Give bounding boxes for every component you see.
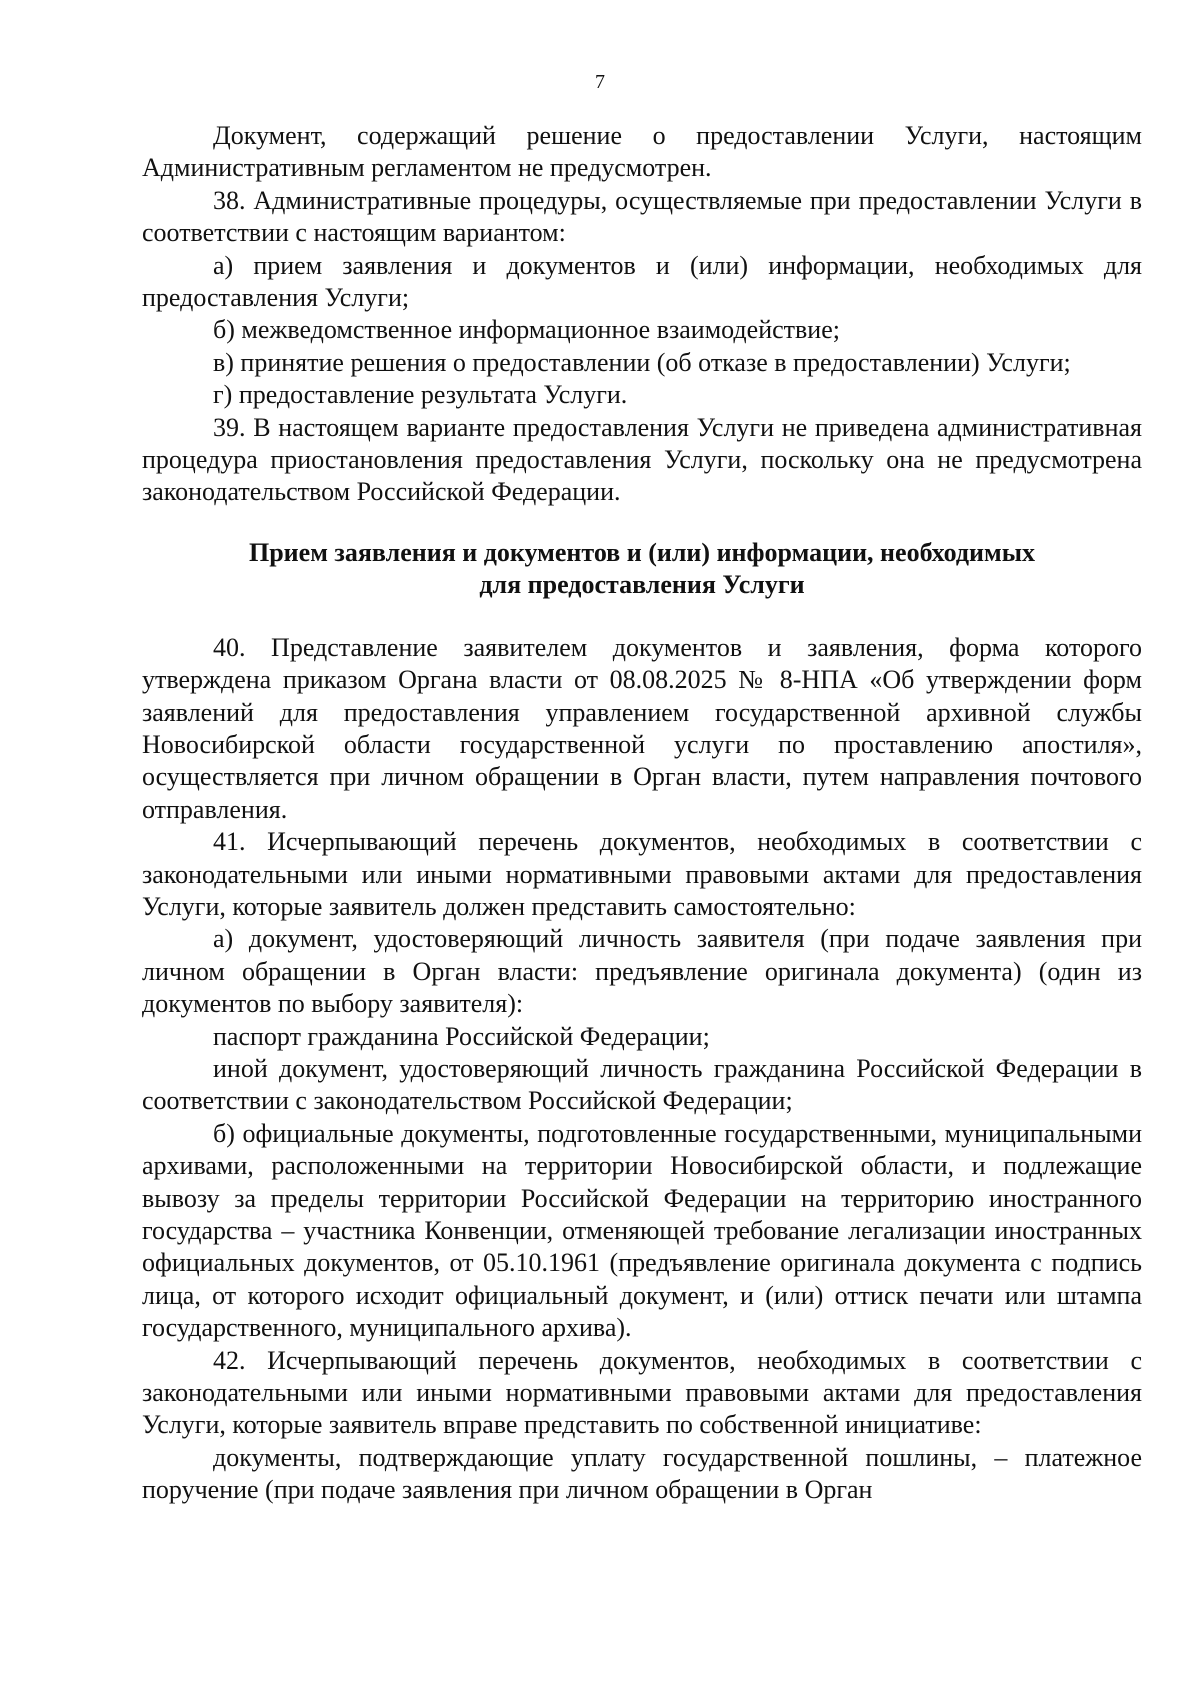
- section-heading-line-2: для предоставления Услуги: [479, 570, 805, 600]
- section-heading-line-1: Прием заявления и документов и (или) информации, необходимых: [248, 537, 1035, 567]
- paragraph-39: 39. В настоящем варианте предоставления Услуги не приведена административная процедура приостановления предоставления Услуги, поскольку она не предусмотрена законодательством Российской Федерации.: [142, 412, 1142, 507]
- paragraph-41: 41. Исчерпывающий перечень документов, необходимых в соответствии с законодательными или иными нормативными правовыми актами для предоставления Услуги, которые заявитель должен представить самостоятельно:: [142, 827, 1142, 921]
- paragraph-42: 42. Исчерпывающий перечень документов, необходимых в соответствии с законодательными или иными нормативными правовыми актами для предоставления Услуги, которые заявитель вправе представить по собственной инициативе:: [142, 1345, 1142, 1440]
- list-item-other-id: иной документ, удостоверяющий личность гражданина Российской Федерации в соответствии с законодательством Российской Федерации;: [142, 1053, 1142, 1116]
- list-item-38a: а) прием заявления и документов и (или) информации, необходимых для предоставления Услуги;: [142, 250, 1142, 313]
- list-item-41a: а) документ, удостоверяющий личность заявителя (при подаче заявления при личном обращении в Орган власти: предъявление оригинала документа) (один из документов по выбору заявителя):: [142, 924, 1142, 1019]
- list-item-38b: б) межведомственное информационное взаимодействие;: [213, 315, 840, 345]
- list-item-passport: паспорт гражданина Российской Федерации;: [213, 1021, 710, 1051]
- list-item-41b: б) официальные документы, подготовленные государственными, муниципальными архивами, расположенными на территории Новосибирской области, и подлежащие вывозу за пределы территории Российской Федерации на территорию иностранного государства – участника Конвенции, отменяющей требование легализации иностранных официальных документов, от 05.10.1961 (предъявление оригинала документа с подпись лица, от которого исходит официальный документ, и (или) оттиск печати или штампа государственного, муниципального архива).: [142, 1118, 1142, 1343]
- document-body: [142, 120, 1142, 1507]
- list-item-38v: в) принятие решения о предоставлении (об отказе в предоставлении) Услуги;: [213, 347, 1071, 377]
- paragraph-decision-document: Документ, содержащий решение о предоставлении Услуги, настоящим Административным регламентом не предусмотрен.: [142, 121, 1142, 183]
- list-item-fee-documents: документы, подтверждающие уплату государственной пошлины, – платежное поручение (при подаче заявления при личном обращении в Орган: [142, 1442, 1142, 1505]
- section-heading: [182, 537, 1102, 602]
- list-item-38g: г) предоставление результата Услуги.: [213, 380, 628, 410]
- paragraph-40: 40. Представление заявителем документов и заявления, форма которого утверждена приказом Органа власти от 08.08.2025 № 8-НПА «Об утверждении форм заявлений для предоставления управлением государственной архивной службы Новосибирской области государственной услуги по проставлению апостиля», осуществляется при личном обращении в Орган власти, путем направления почтового отправления.: [142, 632, 1142, 824]
- paragraph-38: 38. Административные процедуры, осуществляемые при предоставлении Услуги в соответствии с настоящим вариантом:: [142, 185, 1142, 248]
- page-number: 7: [595, 71, 605, 93]
